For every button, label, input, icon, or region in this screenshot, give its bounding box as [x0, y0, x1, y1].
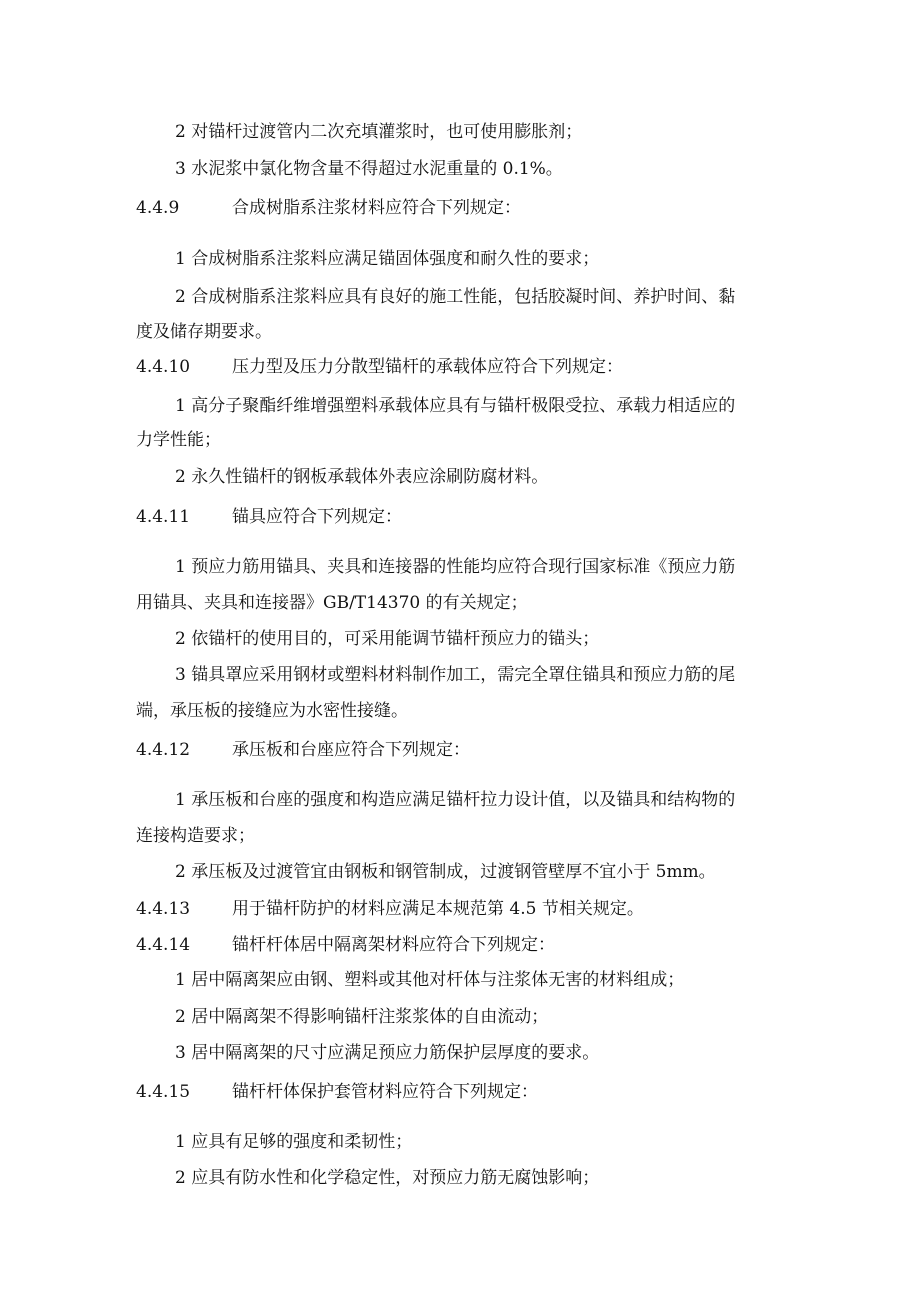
- text-line: 度及储存期要求。: [136, 322, 272, 342]
- section-heading-4-4-14: [136, 935, 555, 955]
- section-number: 4.4.13: [136, 899, 191, 919]
- section-number: 4.4.9: [136, 198, 180, 218]
- text-line: 3 水泥浆中氯化物含量不得超过水泥重量的 0.1%。: [175, 159, 563, 179]
- text-line: 1 预应力筋用锚具、夹具和连接器的性能均应符合现行国家标准《预应力筋: [175, 557, 736, 577]
- text-line: 2 承压板及过渡管宜由钢板和钢管制成，过渡钢管壁厚不宜小于 5mm。: [175, 862, 716, 882]
- section-title: 锚杆杆体保护套管材料应符合下列规定：: [232, 1082, 538, 1102]
- section-heading-4-4-9: [136, 198, 521, 218]
- text-line: 2 合成树脂系注浆料应具有良好的施工性能，包括胶凝时间、养护时间、黏: [175, 287, 736, 307]
- text-line: 1 高分子聚酯纤维增强塑料承载体应具有与锚杆极限受拉、承载力相适应的: [175, 396, 736, 416]
- section-heading-4-4-12: [136, 740, 470, 760]
- text-line: 2 应具有防水性和化学稳定性，对预应力筋无腐蚀影响；: [175, 1168, 600, 1188]
- section-heading-4-4-13: [136, 899, 644, 919]
- section-heading-4-4-11: [136, 507, 402, 527]
- section-heading-4-4-10: [136, 357, 623, 377]
- text-line: 2 对锚杆过渡管内二次充填灌浆时，也可使用膨胀剂；: [175, 122, 583, 142]
- text-line: 3 锚具罩应采用钢材或塑料材料制作加工，需完全罩住锚具和预应力筋的尾: [175, 665, 736, 685]
- text-line: 1 应具有足够的强度和柔韧性；: [175, 1132, 413, 1152]
- text-line: 端，承压板的接缝应为水密性接缝。: [136, 701, 408, 721]
- section-heading-4-4-15: [136, 1082, 538, 1102]
- text-line: 1 合成树脂系注浆料应满足锚固体强度和耐久性的要求；: [175, 249, 600, 269]
- text-line: 2 永久性锚杆的钢板承载体外表应涂刷防腐材料。: [175, 467, 549, 487]
- section-title: 压力型及压力分散型锚杆的承载体应符合下列规定：: [232, 357, 623, 377]
- text-line: 3 居中隔离架的尺寸应满足预应力筋保护层厚度的要求。: [175, 1043, 600, 1063]
- section-number: 4.4.14: [136, 935, 191, 955]
- section-title: 承压板和台座应符合下列规定：: [232, 740, 470, 760]
- text-line: 力学性能；: [136, 430, 221, 450]
- text-line: 1 居中隔离架应由钢、塑料或其他对杆体与注浆体无害的材料组成；: [175, 970, 685, 990]
- section-title: 锚杆杆体居中隔离架材料应符合下列规定：: [232, 935, 555, 955]
- section-number: 4.4.12: [136, 740, 191, 760]
- section-number: 4.4.10: [136, 357, 191, 377]
- text-line: 1 承压板和台座的强度和构造应满足锚杆拉力设计值，以及锚具和结构物的: [175, 790, 736, 810]
- section-number: 4.4.15: [136, 1082, 191, 1102]
- text-line: 用锚具、夹具和连接器》GB/T14370 的有关规定；: [136, 593, 528, 613]
- section-title: 用于锚杆防护的材料应满足本规范第 4.5 节相关规定。: [232, 899, 644, 919]
- section-title: 合成树脂系注浆材料应符合下列规定：: [232, 198, 521, 218]
- section-number: 4.4.11: [136, 507, 191, 527]
- text-line: 2 依锚杆的使用目的，可采用能调节锚杆预应力的锚头；: [175, 629, 600, 649]
- text-line: 连接构造要求；: [136, 826, 255, 846]
- text-line: 2 居中隔离架不得影响锚杆注浆浆体的自由流动；: [175, 1007, 549, 1027]
- section-title: 锚具应符合下列规定：: [232, 507, 402, 527]
